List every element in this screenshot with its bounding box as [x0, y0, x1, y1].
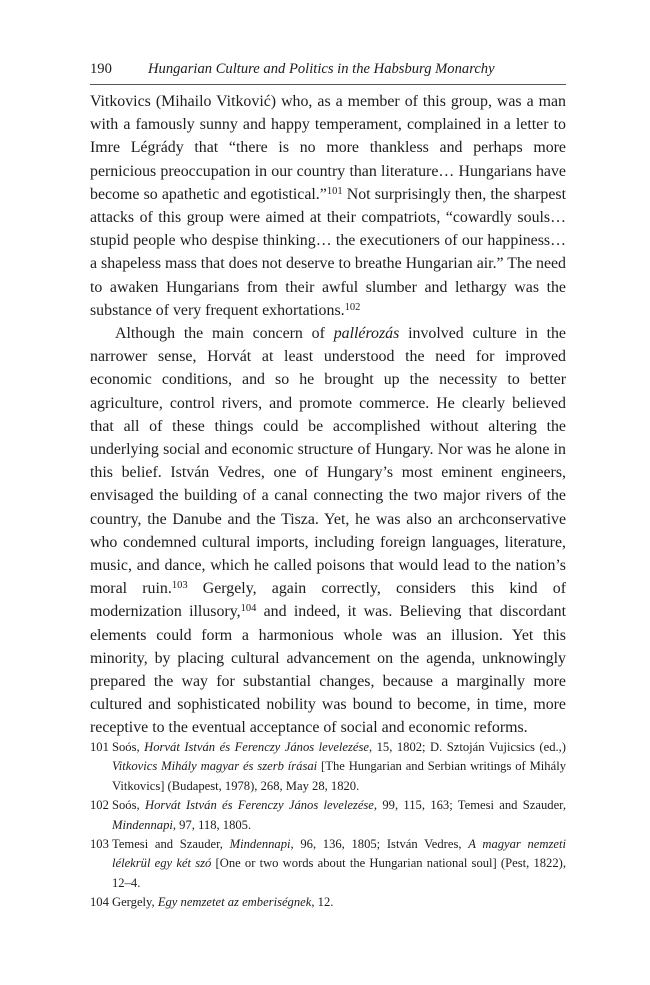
- paragraph-2: [90, 322, 566, 740]
- footnote-ref: 101: [326, 185, 343, 197]
- text-run: Soós,: [112, 798, 145, 813]
- text-run: , 97, 118, 1805.: [172, 817, 252, 832]
- italic-text: A magyar nemzeti lélekrül egy két szó: [112, 837, 566, 871]
- page-number: 190: [90, 61, 112, 77]
- footnote-number: 104: [90, 895, 109, 910]
- text-run: Soós,: [112, 740, 145, 754]
- paragraph-1: [90, 90, 566, 322]
- text-run: , 15, 1802; D. Sztoján Vujicsics (ed.,): [368, 740, 567, 754]
- footnote-number: 101: [90, 740, 109, 754]
- header-rule: [90, 84, 566, 85]
- text-run: Gergely,: [112, 895, 158, 910]
- italic-text: Mindennapi: [112, 817, 173, 832]
- text-run: Gergely, again correctly, considers this kind of modernization illusory,: [90, 580, 567, 621]
- text-run: [The Hungarian and Serbian writings of Mihály Vitkovics] (Budapest, 1978), 268, May 28, 1820.: [112, 759, 566, 793]
- footnotes: [90, 738, 566, 913]
- footnote-102: [90, 796, 566, 835]
- running-title: Hungarian Culture and Politics in the Habsburg Monarchy: [148, 61, 495, 77]
- italic-text: Horvát István és Ferenczy János levelezése: [144, 740, 369, 754]
- italic-text: pallérozás: [333, 325, 400, 343]
- footnote-number: 103: [90, 837, 109, 852]
- footnote-ref: 103: [171, 580, 188, 592]
- italic-text: Vitkovics Mihály magyar és szerb írásai: [112, 759, 318, 774]
- text-run: , 12.: [311, 895, 334, 910]
- text-run: and indeed, it was. Believing that discordant elements could form a harmonious whole was an illusion. Yet this minority, by placing cultural advancement on the agenda, unknowingly prepared the way for substantial changes, because a marginally more cultured and sophisticated nobility was bound to become, in time, more receptive to the eventual acceptance of social and economic reforms.: [90, 603, 566, 737]
- running-header: [90, 58, 566, 80]
- text-run: [One or two words about the Hungarian national soul] (Pest, 1822), 12–4.: [112, 856, 566, 890]
- footnote-101: [90, 738, 566, 796]
- text-run: Not surprisingly then, the sharpest attacks of this group were aimed at their compatriots, “cowardly souls… stupid people who despise thinking… the executioners of our happiness… a shapeless mass that does not deserve to breathe Hungarian air.” The need to awaken Hungarians from their awful slumber and lethargy was the substance of very frequent exhortations.: [90, 185, 566, 319]
- text-run: Vitkovics (Mihailo Vitković) who, as a member of this group, was a man with a famously sunny and happy temperament, complained in a letter to Imre Légrády that “there is no more thankless and perhaps more pernicious preoccupation in our country than literature… Hungarians have become so apathetic and egotistical.”: [90, 93, 566, 203]
- text-run: Temesi and Szauder,: [112, 837, 230, 852]
- footnote-103: [90, 835, 566, 893]
- footnote-ref: 102: [344, 301, 361, 313]
- italic-text: Horvát István és Ferenczy János levelezése: [144, 798, 374, 813]
- footnote-104: [90, 893, 566, 912]
- text-run: involved culture in the narrower sense, Horvát at least understood the need for improved economic conditions, and so he brought up the necessity to better agriculture, control rivers, and promote commerce. He clearly believed that all of these things could be accomplished without altering the underlying social and economic structure of Hungary. Nor was he alone in this belief. István Vedres, one of Hungary’s most eminent engineers, envisaged the building of a canal connecting the two major rivers of the country, the Danube and the Tisza. Yet, he was also an archconservative who condemned cultural imports, including foreign languages, literature, music, and dance, which he called poisons that would lead to the nation’s moral ruin.: [90, 325, 566, 598]
- footnote-ref: 104: [240, 603, 257, 615]
- italic-text: Mindennapi: [229, 837, 291, 852]
- footnote-number: 102: [90, 798, 109, 813]
- italic-text: Egy nemzetet az emberiségnek: [157, 895, 312, 910]
- text-run: , 96, 136, 1805; István Vedres,: [290, 837, 469, 852]
- text-run: , 99, 115, 163; Temesi and Szauder,: [373, 798, 567, 813]
- text-run: Although the main concern of: [115, 325, 334, 343]
- body-text: [90, 90, 566, 740]
